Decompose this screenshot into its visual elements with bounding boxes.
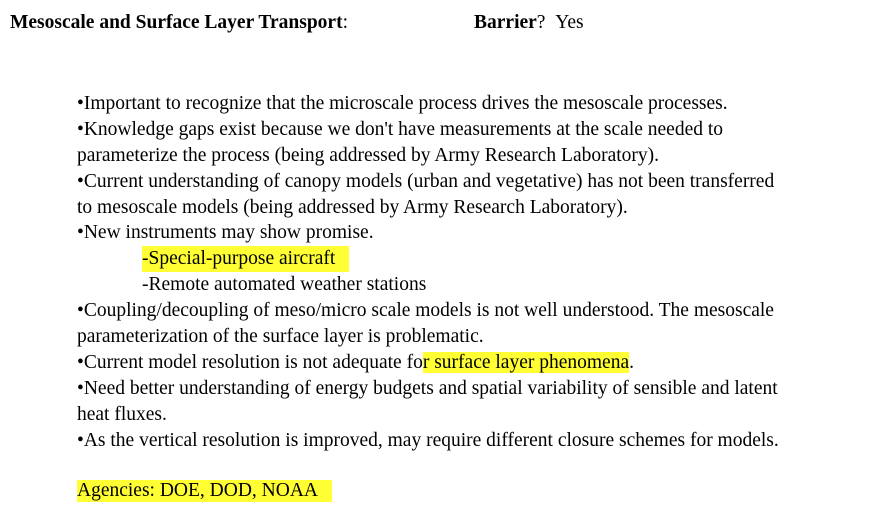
bullet-knowledge-gaps-line1: •Knowledge gaps exist because we don't have measurements at the scale needed to [77, 118, 724, 140]
bullet-coupling-line1: •Coupling/decoupling of meso/micro scale models is not well understood. The mesoscale [77, 300, 774, 322]
bullet-model-resolution-post: . [629, 351, 634, 373]
agencies-text: Agencies: DOE, DOD, NOAA [77, 480, 332, 502]
agencies-line [77, 480, 332, 502]
barrier-field [474, 12, 584, 34]
bullet-list [77, 91, 877, 453]
bullet-canopy-models-line2: to mesoscale models (being addressed by Army Research Laboratory). [77, 196, 628, 218]
bullet-coupling-line2: parameterization of the surface layer is problematic. [77, 326, 484, 348]
bullet-microscale: •Important to recognize that the microscale process drives the mesoscale processes. [77, 93, 728, 114]
subitem-weather-stations: -Remote automated weather stations [142, 274, 427, 296]
bullet-model-resolution [77, 350, 877, 376]
bullet-knowledge-gaps-line2: parameterize the process (being addressed by Army Research Laboratory). [77, 144, 660, 166]
bullet-model-resolution-pre: •Current model resolution is not adequate fo [77, 351, 423, 373]
barrier-value: Yes [555, 12, 584, 33]
subitem-aircraft-text: -Special-purpose aircraft [142, 246, 349, 272]
bullet-canopy-models-line1: •Current understanding of canopy models (urban and vegetative) has not been transferred [77, 170, 775, 192]
barrier-punct: ? [536, 12, 546, 33]
bullet-energy-budgets-line1: •Need better understanding of energy budgets and spatial variability of sensible and latent [77, 377, 778, 399]
section-heading [10, 12, 348, 34]
bullet-closure-schemes: •As the vertical resolution is improved, may require different closure schemes for models. [77, 429, 779, 451]
barrier-label: Barrier [474, 12, 537, 33]
subitem-aircraft [77, 246, 877, 272]
bullet-new-instruments: •New instruments may show promise. [77, 222, 374, 244]
bullet-model-resolution-highlight: r surface layer phenomena [422, 351, 630, 373]
section-title-colon: : [342, 12, 348, 33]
bullet-energy-budgets-line2: heat fluxes. [77, 403, 167, 425]
section-title: Mesoscale and Surface Layer Transport [10, 12, 343, 33]
